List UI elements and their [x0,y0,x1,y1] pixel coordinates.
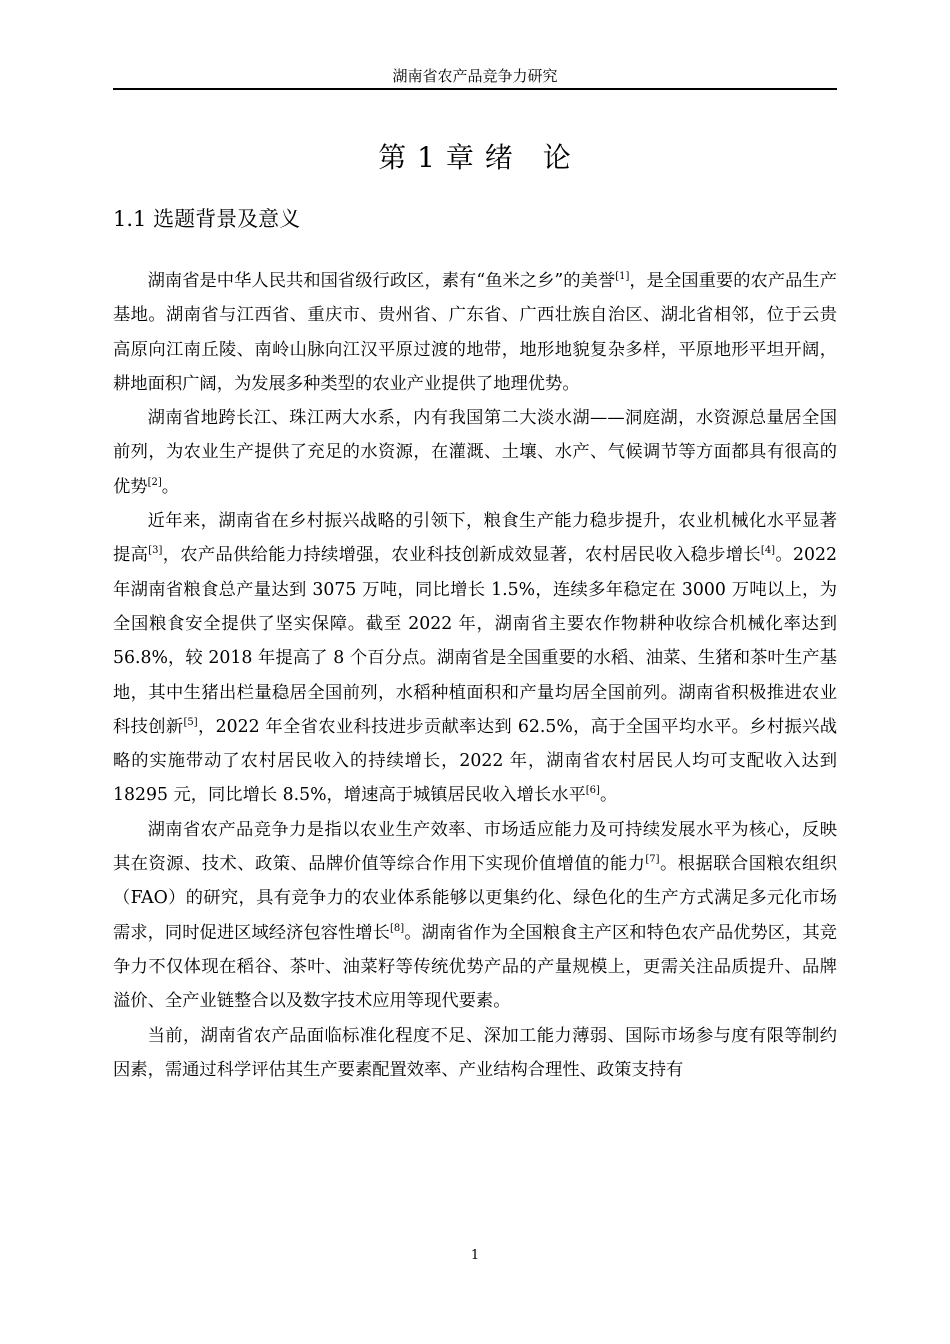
citation-ref[interactable]: [7] [645,854,660,866]
citation-ref[interactable]: [8] [390,922,405,934]
paragraph [113,1019,837,1088]
paragraph [113,264,837,401]
paragraph-text: 湖南省地跨长江、珠江两大水系，内有我国第二大淡水湖——洞庭湖，水资源总量居全国前列，为农业生产提供了充足的水资源，在灌溉、土壤、水产、气候调节等方面都具有很高的优势 [113,408,837,497]
paragraph-text: ，是全国重要的农产品生产基地。湖南省与江西省、重庆市、贵州省、广东省、广西壮族自治区、湖北省相邻，位于云贵高原向江南丘陵、南岭山脉向江汉平原过渡的地带，地形地貌复杂多样，平原地形平坦开阔，耕地面积广阔，为发展多种类型的农业产业提供了地理优势。 [113,271,837,394]
chapter-title: 第 1 章 绪 论 [378,141,572,174]
paragraph-text: 当前，湖南省农产品面临标准化程度不足、深加工能力薄弱、国际市场参与度有限等制约因素，需通过科学评估其生产要素配置效率、产业结构合理性、政策支持有 [113,1025,837,1080]
citation-ref[interactable]: [2] [147,476,162,488]
citation-ref[interactable]: [5] [183,716,198,728]
citation-ref[interactable]: [3] [148,545,163,557]
paragraph [113,401,837,504]
running-header: 湖南省农产品竞争力研究 [392,67,558,85]
paragraph-text: 。2022 年湖南省粮食总产量达到 3075 万吨，同比增长 1.5%，连续多年稳定在 3000 万吨以上，为全国粮食安全提供了坚实保障。截至 2022 年，湖南省主要农作物耕种收综合机械化率达到 56.8%，较 2018 年提高了 8 个百分点。湖南省是全国重要的水稻、油菜、生猪和茶叶生产基地，其中生猪出栏量稳居全国前列，水稻种植面积和产量均居全国前列。湖南省积极推进农业科技创新 [113,545,837,737]
paragraph-text: 湖南省是中华人民共和国省级行政区，素有“鱼米之乡”的美誉 [147,271,616,291]
paragraph [113,504,837,813]
citation-ref[interactable]: [1] [615,271,630,282]
paragraph-text: 。根据联合国粮农组织（FAO）的研究，具有竞争力的农业体系能够以更集约化、绿色化的生产方式满足多元化市场需求，同时促进区域经济包容性增长 [113,854,837,943]
paragraph [113,813,837,1019]
paragraph-text: 湖南省农产品竞争力是指以农业生产效率、市场适应能力及可持续发展水平为核心，反映其在资源、技术、政策、品牌价值等综合作用下实现价值增值的能力 [113,819,837,875]
paragraph-text: ，农产品供给能力持续增强，农业科技创新成效显著，农村居民收入稳步增长 [162,545,761,566]
paragraph-text: ，2022 年全省农业科技进步贡献率达到 62.5%，高于全国平均水平。乡村振兴战略的实施带动了农村居民收入的持续增长，2022 年，湖南省农村居民人均可支配收入达到 18295 元，同比增长 8.5%，增速高于城镇居民收入增长水平 [113,716,837,806]
paragraph-text: 近年来，湖南省在乡村振兴战略的引领下，粮食生产能力稳步提升，农业机械化水平显著提高 [113,511,837,566]
paragraph-text: 。 [161,476,180,497]
citation-ref[interactable]: [6] [585,785,600,797]
paragraph-text: 。 [599,785,618,806]
body-text [113,264,837,1087]
citation-ref[interactable]: [4] [760,545,776,557]
header-rule [113,88,837,90]
section-title: 1.1 选题背景及意义 [113,207,301,231]
paragraph-text: 。湖南省作为全国粮食主产区和特色农产品优势区，其竞争力不仅体现在稻谷、茶叶、油菜籽等传统优势产品的产量规模上，更需关注品质提升、品牌溢价、全产业链整合以及数字技术应用等现代要素。 [113,922,837,1012]
page-number: 1 [470,1248,480,1263]
